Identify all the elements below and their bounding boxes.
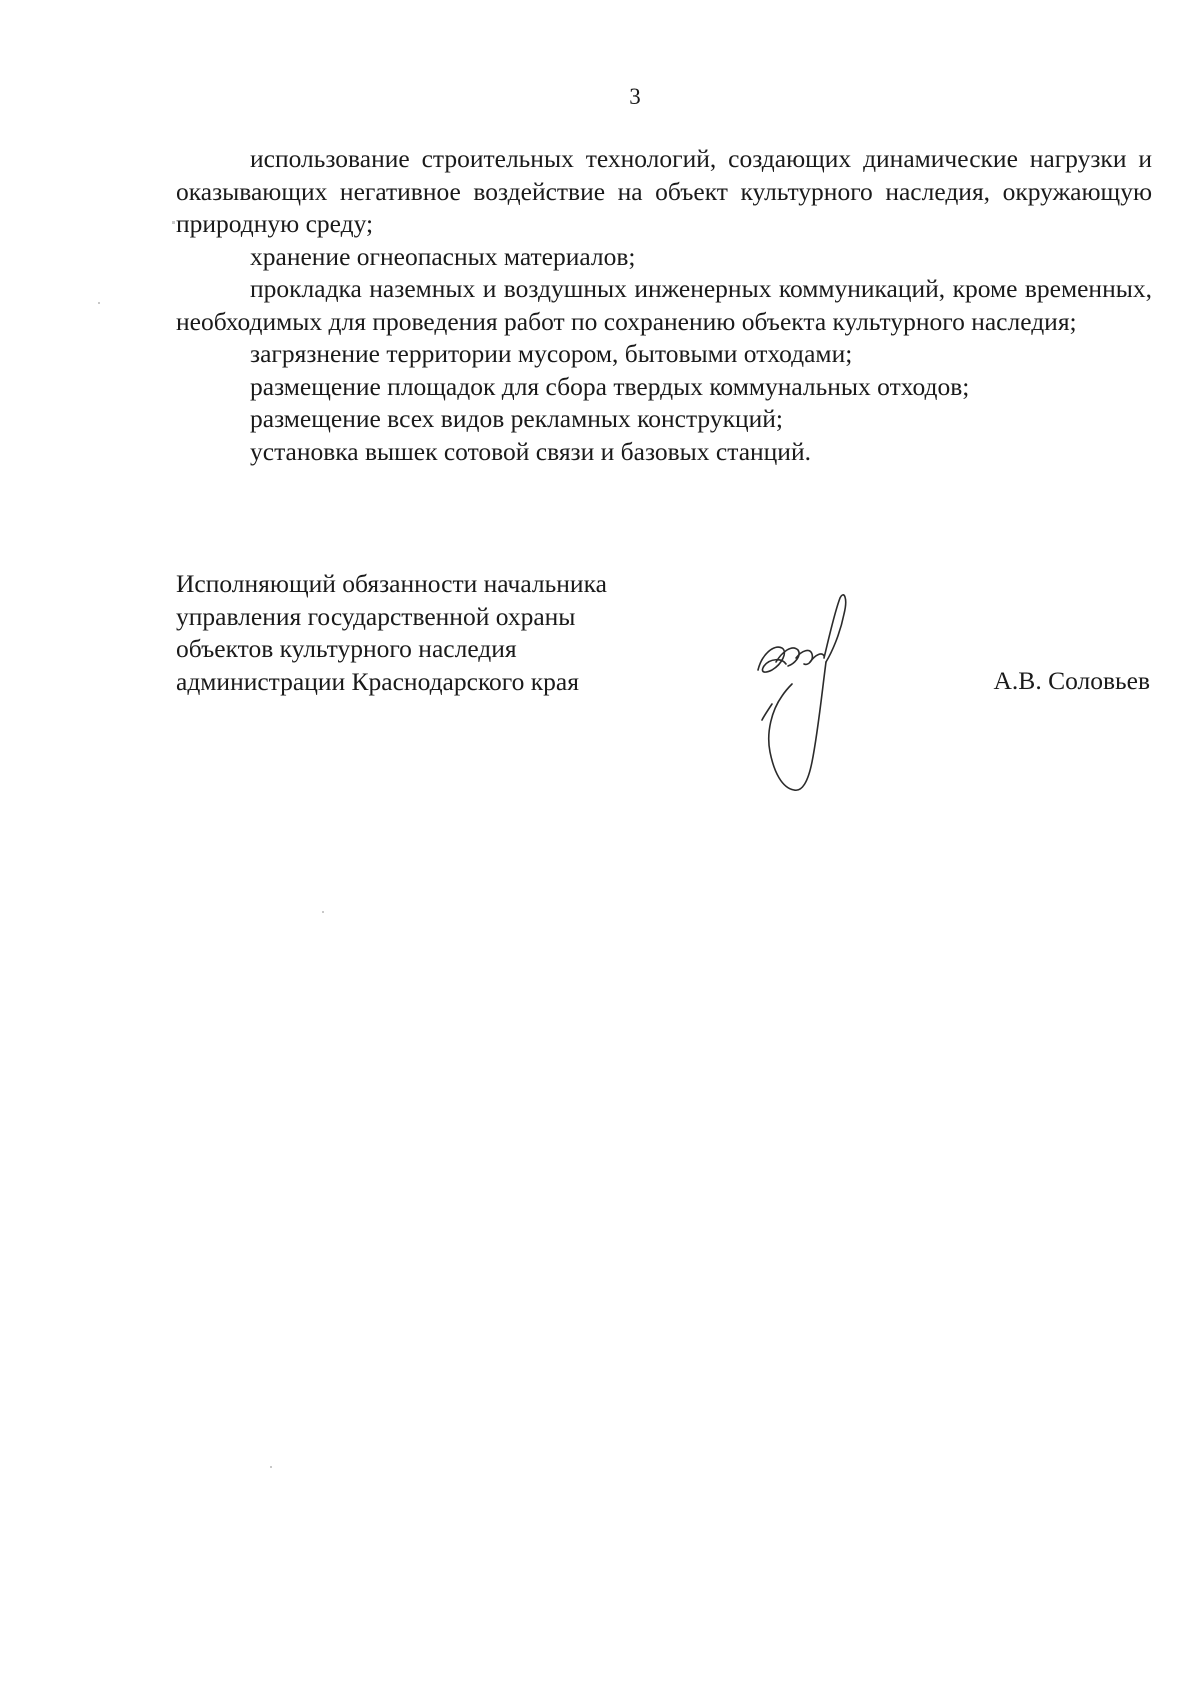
list-item: использование строительных технологий, создающих динамические нагрузки и оказывающих негативное воздействие на объект культурного наследия, окружающую природную среду; [176, 144, 1152, 238]
scan-speck [270, 1466, 272, 1468]
list-item: загрязнение территории мусором, бытовыми отходами; [250, 339, 853, 368]
list-item: хранение огнеопасных материалов; [250, 241, 636, 271]
signatory-title-line: объектов культурного наследия [176, 634, 517, 663]
scan-speck [322, 911, 324, 913]
signatory-title [176, 568, 696, 698]
list-item: прокладка наземных и воздушных инженерных коммуникаций, кроме временных, необходимых для проведения работ по сохранению объекта культурного наследия; [176, 274, 1152, 336]
scan-speck [172, 221, 175, 224]
page-number: 3 [629, 84, 641, 109]
signatory-title-line: управления государственной охраны [176, 601, 576, 631]
signatory-title-line: администрации Краснодарского края [176, 666, 579, 696]
signatory-name: А.В. Соловьев [993, 666, 1150, 695]
signatory-title-line: Исполняющий обязанности начальника [176, 569, 607, 598]
list-item: размещение всех видов рекламных конструкций; [250, 404, 784, 433]
list-item: размещение площадок для сбора твердых коммунальных отходов; [250, 371, 970, 401]
handwritten-signature [752, 592, 872, 802]
restrictions-list [176, 143, 1152, 468]
scan-speck [98, 302, 100, 304]
list-item: установка вышек сотовой связи и базовых станций. [250, 436, 811, 466]
